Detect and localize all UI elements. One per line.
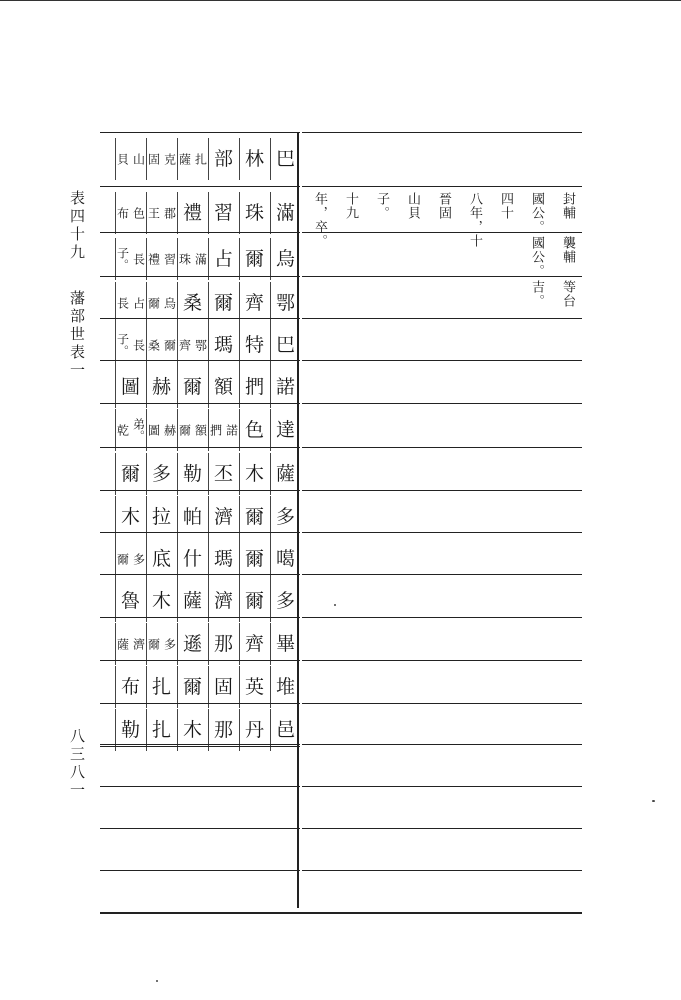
- cell-text: 滿: [275, 202, 295, 224]
- section-title: 藩部世表一: [68, 290, 86, 380]
- cell-text: 圖: [146, 424, 161, 436]
- cell-text: 薩: [182, 590, 202, 612]
- cell-text: 習: [213, 202, 233, 224]
- cell-text: 扎: [193, 153, 208, 165]
- name-cell: [177, 580, 207, 622]
- name-cell: [208, 666, 238, 708]
- name-cell: [239, 409, 269, 451]
- name-cell: [115, 623, 145, 665]
- cell-text: 烏: [162, 297, 177, 309]
- row-rule: [302, 574, 582, 575]
- cell-text: 薩: [115, 638, 130, 650]
- cell-text: 爾: [244, 248, 264, 270]
- note-text: 國公。: [529, 192, 544, 234]
- cell-text: 乾: [115, 424, 130, 436]
- name-cell: [146, 623, 176, 665]
- cell-text: 齊: [177, 339, 192, 351]
- row-rule: [100, 186, 300, 187]
- row-rule: [100, 276, 300, 277]
- cell-text: 桑: [182, 292, 202, 314]
- name-cell: [239, 453, 269, 495]
- cell-text: 占: [213, 248, 233, 270]
- name-cell: [239, 238, 269, 280]
- table-title: 表四十九: [68, 190, 86, 262]
- row-rule: [302, 744, 582, 745]
- note-text: 山貝: [405, 192, 420, 220]
- cell-text: 濟: [213, 506, 233, 528]
- note-text: 封輔: [560, 192, 575, 220]
- name-cell: [208, 138, 238, 180]
- name-cell: [270, 666, 300, 708]
- cell-text: 珠: [177, 253, 192, 265]
- cell-text: 那: [213, 719, 233, 741]
- name-cell: [270, 238, 300, 280]
- note-text: 等台: [560, 280, 575, 308]
- row-rule: [302, 617, 582, 618]
- cell-text: 貝: [115, 153, 130, 165]
- cell-text: 山: [131, 153, 146, 165]
- name-cell: [270, 453, 300, 495]
- name-cell: [146, 453, 176, 495]
- note-text: 十九: [343, 192, 358, 220]
- cell-text: 鄂: [193, 339, 208, 351]
- cell-text: 爾: [115, 553, 130, 565]
- cell-text: 魯: [120, 590, 140, 612]
- name-cell: [177, 366, 207, 408]
- name-cell: [239, 192, 269, 234]
- cell-text: 爾: [213, 292, 233, 314]
- cell-text: 禮: [182, 202, 202, 224]
- ink-speck: [334, 604, 336, 606]
- cell-text: 邑: [275, 719, 295, 741]
- name-cell: [208, 192, 238, 234]
- cell-text: 濟: [131, 638, 146, 650]
- row-rule: [302, 403, 582, 404]
- cell-text: 郡: [162, 207, 177, 219]
- name-cell: [239, 580, 269, 622]
- cell-text: 赫: [151, 376, 171, 398]
- row-rule: [100, 828, 300, 829]
- name-cell: [177, 666, 207, 708]
- cell-text: 濟: [213, 590, 233, 612]
- name-cell: [208, 580, 238, 622]
- name-cell: [146, 580, 176, 622]
- note-text: 四十: [498, 192, 513, 220]
- name-cell: [146, 666, 176, 708]
- row-rule: [302, 532, 582, 533]
- row-rule: [302, 703, 582, 704]
- row-rule: [100, 870, 300, 871]
- cell-text: 滿: [193, 253, 208, 265]
- cell-text: 長: [115, 297, 130, 309]
- cell-text: 爾: [177, 424, 192, 436]
- cell-text: 薩: [275, 463, 295, 485]
- name-cell: [115, 192, 145, 234]
- name-cell: [270, 366, 300, 408]
- row-rule: [100, 232, 300, 233]
- cell-text: 布: [115, 207, 130, 219]
- row-rule: [302, 318, 582, 319]
- cell-text: 禮: [146, 253, 161, 265]
- name-cell: [208, 623, 238, 665]
- name-cell: [270, 580, 300, 622]
- row-rule: [100, 746, 300, 747]
- name-cell: [115, 366, 145, 408]
- cell-text: 多: [162, 638, 177, 650]
- cell-text: 齊: [244, 292, 264, 314]
- cell-text: 王: [146, 207, 161, 219]
- cell-text: 爾: [146, 638, 161, 650]
- cell-text: 捫: [208, 424, 223, 436]
- row-rule: [302, 490, 582, 491]
- note-text: 吉。: [529, 280, 544, 308]
- cell-text: 圖: [120, 376, 140, 398]
- name-cell: [239, 138, 269, 180]
- ink-speck: [652, 800, 655, 802]
- cell-text: 爾: [244, 548, 264, 570]
- name-cell: [146, 409, 176, 451]
- name-cell: [115, 580, 145, 622]
- cell-text: 色: [244, 419, 264, 441]
- cell-text: 額: [193, 424, 208, 436]
- cell-text: 特: [244, 334, 264, 356]
- name-cell: [146, 138, 176, 180]
- page-number: 八三八一: [68, 728, 86, 800]
- cell-text: 瑪: [213, 548, 233, 570]
- cell-text: 爾: [244, 506, 264, 528]
- cell-text: 扎: [151, 719, 171, 741]
- name-cell: [208, 453, 238, 495]
- cell-text: 長: [131, 253, 146, 265]
- cell-text: 丕: [213, 463, 233, 485]
- cell-text: 長: [131, 339, 146, 351]
- cell-text: 占: [131, 297, 146, 309]
- row-rule: [100, 617, 300, 618]
- note-text: 年，卒。: [312, 192, 327, 248]
- note-text: 襲輔: [560, 236, 575, 264]
- cell-text: 爾: [182, 376, 202, 398]
- cell-text: 多: [275, 506, 295, 528]
- cell-text: 薩: [177, 153, 192, 165]
- cell-text: 遜: [182, 633, 202, 655]
- cell-text: 林: [244, 148, 264, 170]
- column-divider: [297, 132, 299, 908]
- cell-text: 勒: [182, 463, 202, 485]
- cell-text: 勒: [120, 719, 140, 741]
- name-cell: [115, 138, 145, 180]
- name-cell: [270, 409, 300, 451]
- name-cell: [115, 453, 145, 495]
- ink-speck: [156, 980, 158, 982]
- row-rule: [302, 132, 582, 133]
- name-cell: [239, 623, 269, 665]
- row-rule: [100, 447, 300, 448]
- name-cell: [270, 623, 300, 665]
- name-cell: [177, 192, 207, 234]
- name-cell: [208, 409, 238, 451]
- row-rule: [100, 318, 300, 319]
- row-rule: [302, 828, 582, 829]
- cell-text: 固: [146, 153, 161, 165]
- name-cell: [146, 238, 176, 280]
- name-cell: [177, 238, 207, 280]
- cell-text: 爾: [120, 463, 140, 485]
- cell-text: 什: [182, 548, 202, 570]
- cell-text: 瑪: [213, 334, 233, 356]
- cell-text: 巴: [275, 148, 295, 170]
- cell-text: 多: [275, 590, 295, 612]
- cell-text: 多: [151, 463, 171, 485]
- cell-text: 齊: [244, 633, 264, 655]
- cell-text: 爾: [162, 339, 177, 351]
- name-cell: [177, 453, 207, 495]
- cell-text: 巴: [275, 334, 295, 356]
- row-rule: [302, 447, 582, 448]
- cell-text: 木: [182, 719, 202, 741]
- row-rule: [302, 870, 582, 871]
- name-cell: [270, 192, 300, 234]
- cell-text: 桑: [146, 339, 161, 351]
- cell-text: 爾: [146, 297, 161, 309]
- cell-text: 噶: [275, 548, 295, 570]
- cell-text: 額: [213, 376, 233, 398]
- name-cell: [239, 666, 269, 708]
- cell-text: 木: [244, 463, 264, 485]
- cell-text: 拉: [151, 506, 171, 528]
- note-text: 晉固: [436, 192, 451, 220]
- name-cell: [115, 238, 145, 280]
- note-text: 八年，十: [467, 192, 482, 248]
- name-cell: [146, 366, 176, 408]
- cell-text: 諾: [275, 376, 295, 398]
- row-rule: [100, 403, 300, 404]
- name-cell: [208, 238, 238, 280]
- cell-text: 弟。: [131, 418, 146, 442]
- name-cell: [177, 623, 207, 665]
- row-rule: [100, 703, 300, 704]
- cell-text: 木: [120, 506, 140, 528]
- row-rule: [302, 786, 582, 787]
- row-rule: [100, 490, 300, 491]
- cell-text: 諾: [224, 424, 239, 436]
- note-text: 子。: [374, 192, 389, 220]
- cell-text: 扎: [151, 676, 171, 698]
- name-cell: [177, 409, 207, 451]
- row-rule: [100, 132, 300, 133]
- row-rule: [100, 660, 300, 661]
- name-cell: [115, 666, 145, 708]
- cell-text: 烏: [275, 248, 295, 270]
- cell-text: 子。: [115, 247, 130, 271]
- cell-text: 那: [213, 633, 233, 655]
- cell-text: 克: [162, 153, 177, 165]
- cell-text: 英: [244, 676, 264, 698]
- genealogy-table: [100, 132, 300, 913]
- row-rule: [100, 360, 300, 361]
- top-rule: [0, 0, 681, 1]
- cell-text: 帕: [182, 506, 202, 528]
- cell-text: 習: [162, 253, 177, 265]
- row-rule: [302, 186, 582, 187]
- cell-text: 部: [213, 148, 233, 170]
- cell-text: 達: [275, 419, 295, 441]
- cell-text: 爾: [244, 590, 264, 612]
- cell-text: 固: [213, 676, 233, 698]
- row-rule: [302, 660, 582, 661]
- note-text: 國公。: [529, 236, 544, 278]
- cell-text: 木: [151, 590, 171, 612]
- row-rule: [302, 360, 582, 361]
- cell-text: 多: [131, 553, 146, 565]
- bottom-rule: [100, 912, 582, 914]
- cell-text: 丹: [244, 719, 264, 741]
- cell-text: 色: [131, 207, 146, 219]
- cell-text: 子。: [115, 333, 130, 357]
- cell-text: 底: [151, 548, 171, 570]
- cell-text: 赫: [162, 424, 177, 436]
- cell-text: 爾: [182, 676, 202, 698]
- cell-text: 鄂: [275, 292, 295, 314]
- row-rule: [100, 786, 300, 787]
- cell-text: 捫: [244, 376, 264, 398]
- name-cell: [146, 192, 176, 234]
- name-cell: [115, 409, 145, 451]
- row-rule: [100, 744, 300, 745]
- name-cell: [177, 138, 207, 180]
- name-cell: [208, 366, 238, 408]
- cell-text: 畢: [275, 633, 295, 655]
- name-cell: [239, 366, 269, 408]
- cell-text: 珠: [244, 202, 264, 224]
- row-rule: [100, 574, 300, 575]
- cell-text: 堆: [275, 676, 295, 698]
- cell-text: 布: [120, 676, 140, 698]
- row-rule: [100, 532, 300, 533]
- name-cell: [270, 138, 300, 180]
